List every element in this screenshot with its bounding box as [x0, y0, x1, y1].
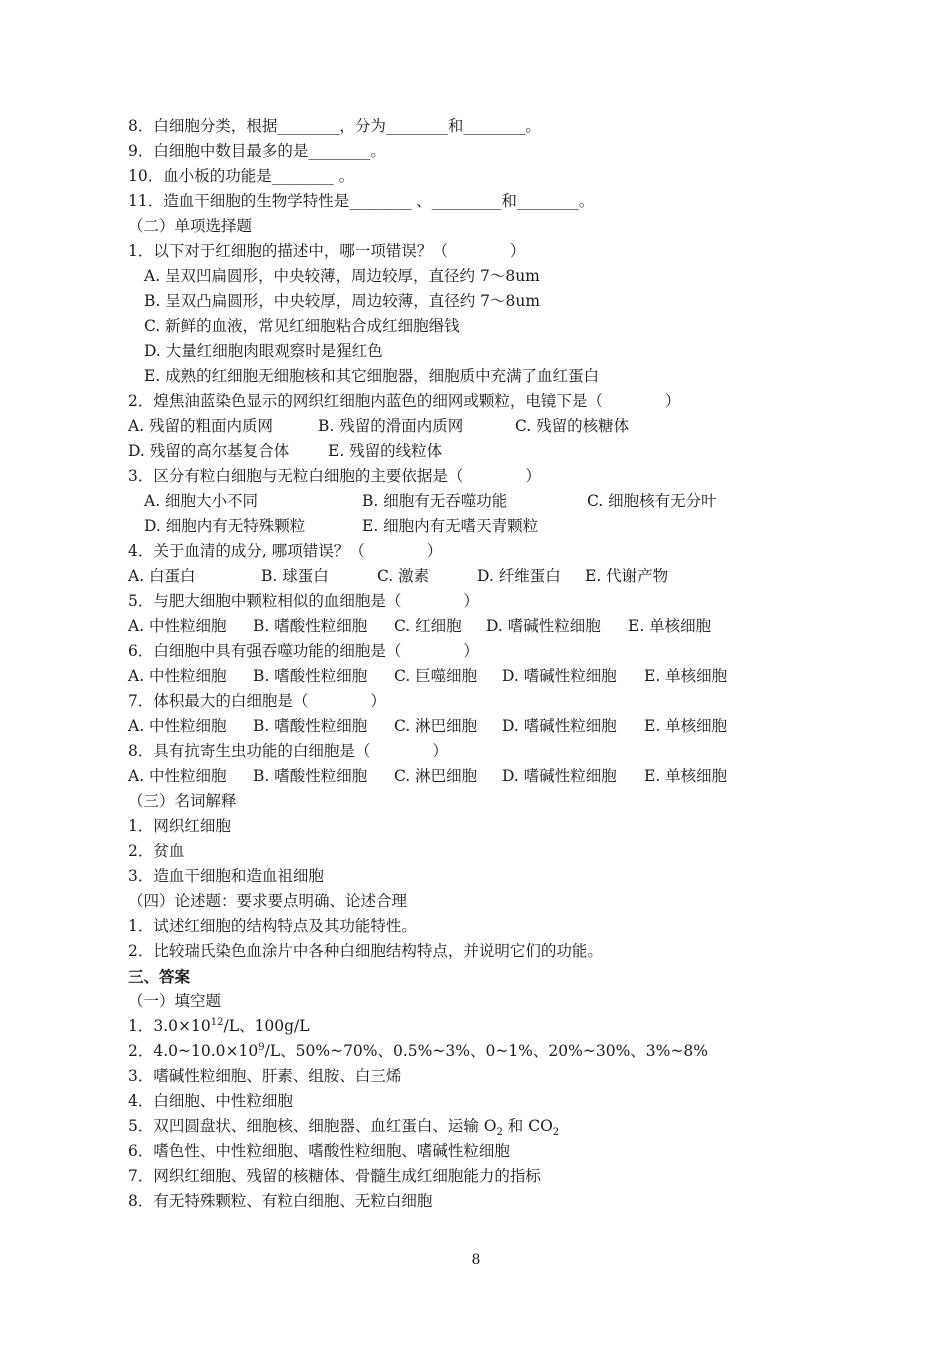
question-6-stem	[128, 639, 479, 664]
answers-fill-heading: （一）填空题	[128, 992, 222, 1010]
question-4-options	[128, 564, 668, 589]
essay-item-1: 1．试述红细胞的结构特点及其功能特性。	[128, 917, 417, 935]
question-7-option-d: D. 嗜碱性粒细胞	[502, 717, 617, 735]
section-heading-single-choice: （二）单项选择题	[128, 217, 253, 235]
answer-1	[128, 1014, 310, 1039]
answer-8: 8．有无特殊颗粒、有粒白细胞、无粒白细胞	[128, 1192, 433, 1210]
question-2-option-a: A. 残留的粗面内质网	[128, 417, 274, 435]
question-8-option-a: A. 中性粒细胞	[128, 767, 227, 785]
page-number: 8	[471, 1252, 481, 1268]
question-5-option-e: E. 单核细胞	[628, 617, 712, 635]
question-2-options-row-2	[128, 439, 442, 464]
answer-2-pre: 2．4.0~10.0×10	[128, 1042, 259, 1060]
question-3-option-a: A. 细胞大小不同	[144, 492, 259, 510]
question-6-option-c: C. 巨噬细胞	[394, 667, 478, 685]
question-8-stem: 8．具有抗寄生虫功能的白细胞是（ ）	[128, 742, 448, 760]
question-6-option-e: E. 单核细胞	[644, 667, 728, 685]
question-2-options-row-1	[128, 414, 629, 439]
question-5-option-a: A. 中性粒细胞	[128, 617, 227, 635]
question-4-option-b: B. 球蛋白	[261, 567, 329, 585]
question-3-options-row-2	[144, 514, 538, 539]
question-1-option-e: E. 成熟的红细胞无细胞核和其它细胞器，细胞质中充满了血红蛋白	[144, 367, 600, 385]
question-5-options	[128, 614, 711, 639]
question-2-option-b: B. 残留的滑面内质网	[318, 417, 464, 435]
question-2-stem: 2．煌焦油蓝染色显示的网织红细胞内蓝色的细网或颗粒，电镜下是（ ）	[128, 392, 681, 410]
question-5-option-c: C. 红细胞	[394, 617, 462, 635]
answer-1-exponent: 12	[210, 1016, 224, 1028]
answer-3: 3．嗜碱性粒细胞、肝素、组胺、白三烯	[128, 1067, 402, 1085]
question-3-options-row-1	[144, 489, 717, 514]
question-1-option-b: B. 呈双凸扁圆形，中央较厚，周边较薄，直径约 7～8um	[144, 292, 541, 310]
question-7-option-b: B. 嗜酸性粒细胞	[253, 717, 368, 735]
fill-blank-q8: 8．白细胞分类，根据________，分为________和________。	[128, 117, 541, 135]
fill-blank-q11: 11．造血干细胞的生物学特性是________ 、_________和________。	[128, 192, 595, 210]
question-5-option-d: D. 嗜碱性粒细胞	[486, 617, 601, 635]
answer-5-subscript-o2: 2	[496, 1127, 503, 1139]
section-heading-essay: （四）论述题：要求要点明确、论述合理	[128, 892, 408, 910]
question-5-option-b: B. 嗜酸性粒细胞	[253, 617, 368, 635]
answer-4: 4．白细胞、中性粒细胞	[128, 1092, 293, 1110]
question-1-option-a: A. 呈双凹扁圆形，中央较薄，周边较厚，直径约 7～8um	[144, 267, 540, 285]
question-6-option-b: B. 嗜酸性粒细胞	[253, 667, 368, 685]
answer-6: 6．嗜色性、中性粒细胞、嗜酸性粒细胞、嗜碱性粒细胞	[128, 1142, 510, 1160]
question-4-option-a: A. 白蛋白	[128, 567, 196, 585]
question-7-stem: 7．体积最大的白细胞是（ ）	[128, 692, 386, 710]
question-2-option-e: E. 残留的线粒体	[328, 442, 443, 460]
question-3-option-e: E. 细胞内有无嗜天青颗粒	[362, 517, 539, 535]
answer-2-post: /L、50%~70%、0.5%~3%、0~1%、20%~30%、3%~8%	[264, 1042, 708, 1060]
question-7-option-c: C. 淋巴细胞	[394, 717, 478, 735]
question-6-option-a: A. 中性粒细胞	[128, 667, 227, 685]
answer-5-subscript-co2: 2	[552, 1127, 560, 1139]
question-4-option-c: C. 激素	[377, 567, 430, 585]
answer-1-post: /L、100g/L	[223, 1017, 310, 1035]
question-8-option-b: B. 嗜酸性粒细胞	[253, 767, 368, 785]
question-1-option-d: D. 大量红细胞肉眼观察时是猩红色	[144, 342, 383, 360]
question-8-option-e: E. 单核细胞	[644, 767, 728, 785]
question-6-options	[128, 664, 727, 689]
answer-7: 7．网织红细胞、残留的核糖体、骨髓生成红细胞能力的指标	[128, 1167, 541, 1185]
answer-1-pre: 1．3.0×10	[128, 1017, 211, 1035]
question-8-option-c: C. 淋巴细胞	[394, 767, 478, 785]
fill-blank-q10: 10．血小板的功能是________ 。	[128, 167, 355, 185]
answer-5-mid: 和 CO	[502, 1117, 553, 1135]
question-7-option-a: A. 中性粒细胞	[128, 717, 227, 735]
answers-heading: 三、答案	[128, 967, 191, 986]
question-7-options	[128, 714, 727, 739]
term-item-3: 3．造血干细胞和造血祖细胞	[128, 867, 324, 885]
answer-2	[128, 1039, 708, 1064]
question-6-stem-text: 6．白细胞中具有强吞噬功能的细胞是（ ）	[128, 642, 479, 660]
question-3-option-b: B. 细胞有无吞噬功能	[362, 492, 508, 510]
question-3-stem: 3．区分有粒白细胞与无粒白细胞的主要依据是（ ）	[128, 467, 541, 485]
question-8-options	[128, 764, 727, 789]
question-6-option-d: D. 嗜碱性粒细胞	[502, 667, 617, 685]
section-heading-terms: （三）名词解释	[128, 792, 237, 810]
answer-5	[128, 1114, 559, 1139]
essay-item-2: 2．比较瑞氏染色血涂片中各种白细胞结构特点，并说明它们的功能。	[128, 942, 603, 960]
question-8-option-d: D. 嗜碱性粒细胞	[502, 767, 617, 785]
question-1-option-c: C. 新鲜的血液，常见红细胞粘合成红细胞缗钱	[144, 317, 460, 335]
term-item-2: 2．贫血	[128, 842, 185, 860]
fill-blank-q9: 9．白细胞中数目最多的是________。	[128, 142, 386, 160]
question-2-option-d: D. 残留的高尔基复合体	[128, 442, 290, 460]
question-2-option-c: C. 残留的核糖体	[515, 417, 630, 435]
question-4-stem: 4．关于血清的成分, 哪项错误？（ ）	[128, 542, 443, 560]
answer-5-pre: 5．双凹圆盘状、细胞核、细胞器、血红蛋白、运输 O	[128, 1117, 497, 1135]
question-4-option-d: D. 纤维蛋白	[477, 567, 561, 585]
question-5-stem: 5．与肥大细胞中颗粒相似的血细胞是（ ）	[128, 592, 479, 610]
question-1-stem: 1．以下对于红细胞的描述中，哪一项错误？（ ）	[128, 242, 526, 260]
answer-2-exponent: 9	[258, 1041, 265, 1053]
question-4-option-e: E. 代谢产物	[585, 567, 669, 585]
question-3-option-c: C. 细胞核有无分叶	[587, 492, 717, 510]
term-item-1: 1．网织红细胞	[128, 817, 231, 835]
question-3-option-d: D. 细胞内有无特殊颗粒	[144, 517, 306, 535]
question-7-option-e: E. 单核细胞	[644, 717, 728, 735]
